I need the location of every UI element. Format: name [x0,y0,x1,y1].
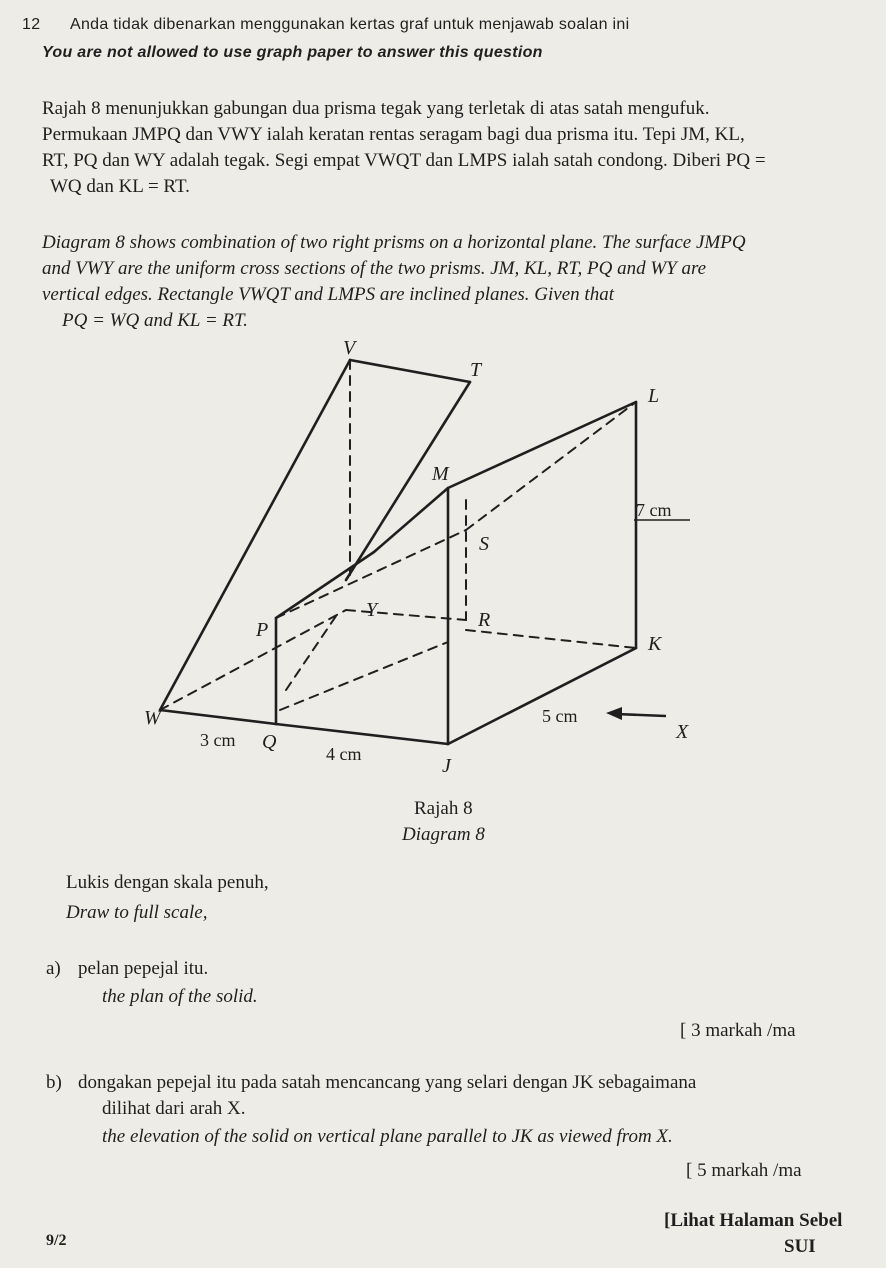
edge-JK [448,648,636,744]
footer-page: 9/2 [46,1232,67,1249]
malay-intro-4: WQ dan KL = RT. [50,176,190,197]
edge-PM-front [276,552,374,618]
label-T: T [470,359,482,381]
label-Q: Q [262,731,277,753]
part-b-marks: [ 5 markah /ma [686,1160,802,1181]
label-P: P [256,619,269,641]
part-a-marks: [ 3 markah /ma [680,1020,796,1041]
malay-intro-2: Permukaan JMPQ dan VWY ialah keratan rentas seragam bagi dua prisma itu. Tepi JM, KL, [42,124,745,145]
label-M: M [432,463,449,485]
dim-4cm: 4 cm [326,744,362,764]
part-b-english: the elevation of the solid on vertical plane parallel to JK as viewed from X. [102,1126,673,1147]
label-K: K [648,633,662,655]
footer-next-malay: [Lihat Halaman Sebel [664,1210,843,1231]
header-malay: Anda tidak dibenarkan menggunakan kertas graf untuk menjawab soalan ini [70,16,630,33]
english-intro-1: Diagram 8 shows combination of two right prisms on a horizontal plane. The surface JMPQ [42,232,746,253]
instruction-malay: Lukis dengan skala penuh, [66,872,269,893]
edge-ML [448,402,636,488]
label-Y: Y [366,599,378,621]
part-b-label: b) [46,1072,62,1093]
english-intro-2: and VWY are the uniform cross sections of the two prisms. JM, KL, RT, PQ and WY are [42,258,707,279]
prism-diagram [0,320,886,780]
dim-3cm: 3 cm [200,730,236,750]
label-J: J [442,755,451,777]
instruction-english: Draw to full scale, [66,902,208,923]
hidden-SL [466,402,636,530]
label-R: R [478,609,491,631]
part-b-malay-2: dilihat dari arah X. [102,1098,246,1119]
part-a-label: a) [46,958,61,979]
edge-VT [350,360,470,382]
english-intro-4: PQ = WQ and KL = RT. [62,310,248,331]
malay-intro-3: RT, PQ dan WY adalah tegak. Segi empat VWQT dan LMPS ialah satah condong. Diberi PQ = [42,150,766,171]
header-english: You are not allowed to use graph paper to answer this question [42,44,543,61]
part-b-malay-1: dongakan pepejal itu pada satah mencancang yang selari dengan JK sebagaimana [78,1072,697,1093]
dim-7cm: 7 cm [636,500,672,520]
edge-TY [346,382,470,580]
hidden-RK [466,630,636,648]
label-V: V [343,337,356,359]
edge-QJ [276,724,448,744]
footer-next-english: SUI [784,1236,816,1257]
malay-intro-1: Rajah 8 menunjukkan gabungan dua prisma tegak yang terletak di atas satah mengufuk. [42,98,710,119]
part-a-english: the plan of the solid. [102,986,258,1007]
english-intro-3: vertical edges. Rectangle VWQT and LMPS are inclined planes. Given that [42,284,614,305]
question-number: 12 [22,16,41,33]
edge-WV [160,360,350,710]
label-L: L [648,385,660,407]
label-S: S [479,533,489,555]
label-W: W [144,707,161,729]
part-a-malay: pelan pepejal itu. [78,958,209,979]
edge-WQ [160,710,276,724]
caption-malay: Rajah 8 [414,798,473,819]
hidden-QR [280,642,448,710]
hidden-Q-Y [286,616,336,690]
view-arrow-x [606,707,666,720]
dim-5cm: 5 cm [542,706,578,726]
caption-english: Diagram 8 [402,824,485,845]
label-X: X [676,721,689,743]
